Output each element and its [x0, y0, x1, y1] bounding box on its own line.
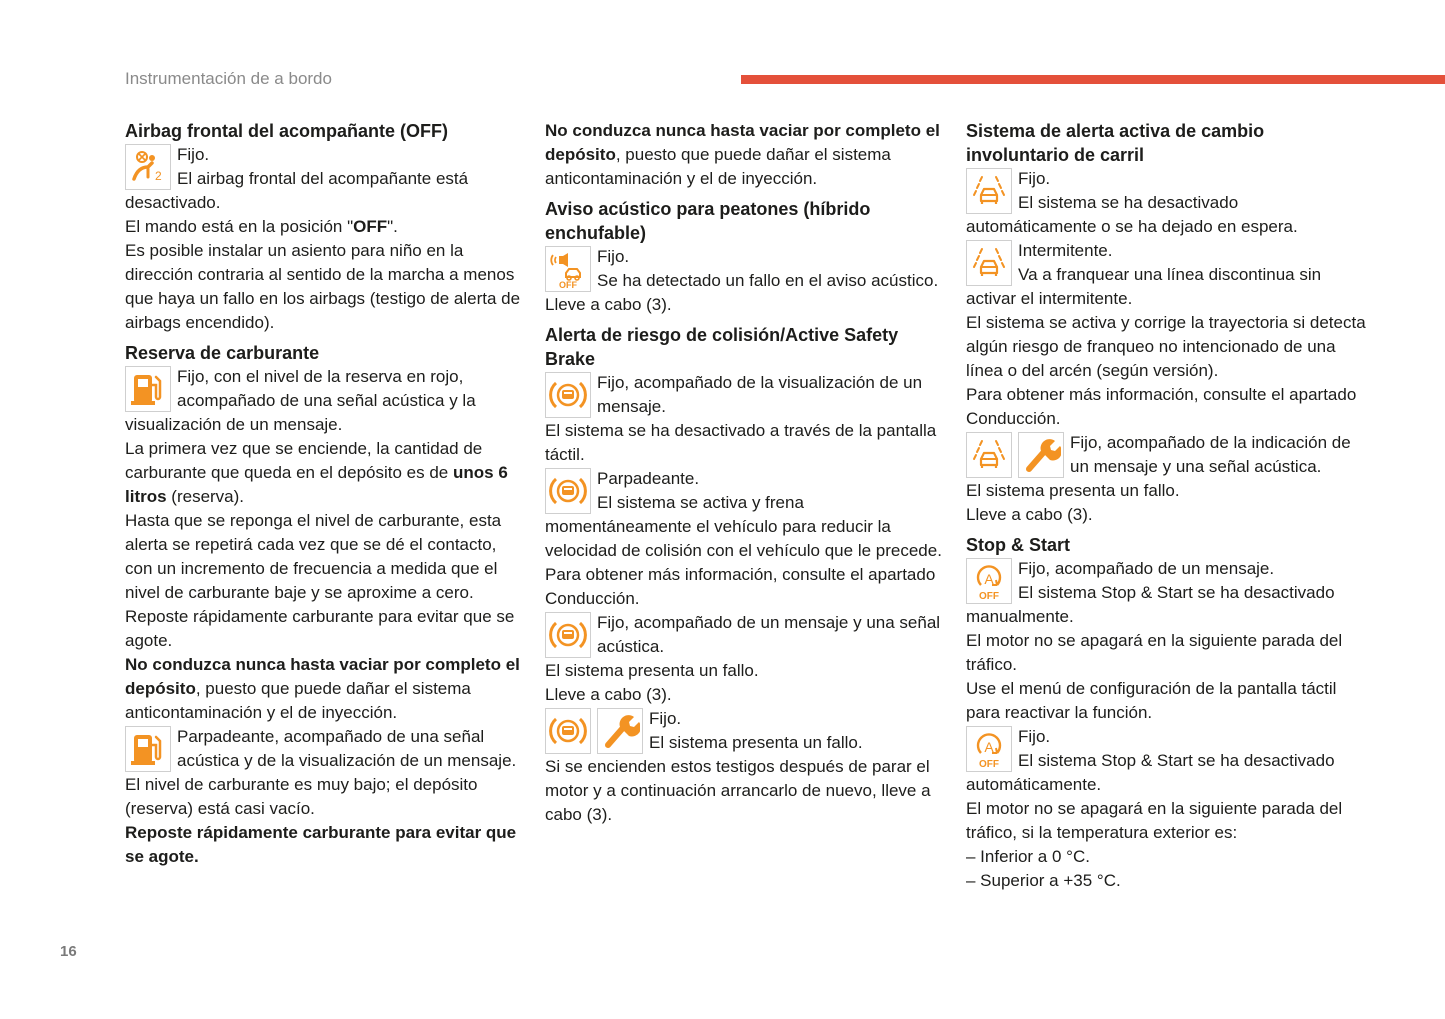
collision-alert-icon [545, 708, 591, 754]
fuel-pump-icon [125, 726, 171, 772]
section-title: Stop & Start [966, 535, 1071, 555]
wrench-icon [1018, 432, 1064, 478]
section-title: Airbag frontal del acompañante (OFF) [125, 121, 449, 141]
section-header-title: Instrumentación de a bordo [125, 69, 332, 88]
list-item: – Inferior a 0 °C. [966, 847, 1090, 866]
stop-start-off-icon [966, 558, 1012, 604]
section-collision-alert: Alerta de riesgo de colisión/Active Safety Brake Fijo, acompañado de la visualización de un mensaje. El sistema se ha desactivado a través de la pantalla táctil. Parpadeante. El sistema se activa y frena momentáneamente el vehículo para reducir la velocidad de colisión con el vehículo que le precede. Para obtener más información, consulte el apartado Conducción. Fijo, acompañado de un mensaje y una señal acústica. El sistema presenta un fallo. Lleve a cabo (3). Fijo. El sistema presenta un fallo. Si se encienden estos testigos después de parar el motor y a continuación arrancarlo de nuevo, lleve a cabo (3). [545, 323, 945, 827]
collision-alert-icon [545, 468, 591, 514]
svg-text:OFF: OFF [979, 759, 999, 769]
section-fuel-reserve: Reserva de carburante Fijo, con el nivel de la reserva en rojo, acompañado de una señal acústica y la visualización de un mensaje. La primera vez que se enciende, la cantidad de carburante que queda en el depósito es de unos 6 litros (reserva). Hasta que se reponga el nivel de carburante, esta alerta se repetirá cada vez que se dé el contacto, con un incremento de frecuencia a medida que el nivel de carburante baje y se aproxime a cero. Reposte rápidamente carburante para evitar que se agote. No conduzca nunca hasta vaciar por completo el depósito, puesto que puede dañar el sistema anticontaminación y el de inyección. Parpadeante, acompañado de una señal acústica y de la visualización de un mensaje. El nivel de carburante es muy bajo; el depósito (reserva) está casi vacío. Reposte rápidamente carburante para evitar que se agote. [125, 341, 525, 869]
wrench-icon [597, 708, 643, 754]
section-airbag: Airbag frontal del acompañante (OFF) Fijo. El airbag frontal del acompañante está desactivado. El mando está en la posición "OFF". Es posible instalar un asiento para niño en la dirección contraria al sentido de la marcha a menos que haya un fallo en los airbags (testigo de alerta de airbags encendido). [125, 119, 525, 335]
svg-text:OFF: OFF [559, 280, 577, 289]
section-title: Reserva de carburante [125, 343, 320, 363]
section-lane-departure: Sistema de alerta activa de cambio involuntario de carril Fijo. El sistema se ha desactivado automáticamente o se ha dejado en espera. Intermitente. Va a franquear una línea discontinua sin activar el intermitente. El sistema se activa y corrige la trayectoria si detecta algún riesgo de franqueo no intencionado de una línea o del arcén (según versión). Para obtener más información, consulte el apartado Conducción. Fijo, acompañado de la indicación de un mensaje y una señal acústica. El sistema presenta un fallo. Lleve a cabo (3). [966, 121, 1366, 524]
column-1 [125, 119, 525, 875]
stop-start-off-icon [966, 726, 1012, 772]
svg-text:A: A [984, 739, 994, 755]
section-title: Sistema de alerta activa de cambio involuntario de carril [966, 121, 1265, 165]
collision-alert-icon [545, 612, 591, 658]
fuel-pump-icon [125, 366, 171, 412]
section-title: Alerta de riesgo de colisión/Active Safety Brake [545, 325, 899, 369]
collision-alert-icon [545, 372, 591, 418]
passenger-airbag-off-icon [125, 144, 171, 190]
svg-text:OFF: OFF [979, 591, 999, 601]
svg-text:A: A [984, 571, 994, 587]
lane-departure-icon [966, 240, 1012, 286]
header-accent-bar [741, 75, 1445, 84]
lane-departure-icon [966, 168, 1012, 214]
page-number: 16 [60, 943, 77, 960]
section-stop-start: Stop & Start A OFF Fijo, acompañado de un mensaje. El sistema Stop & Start se ha desactivado manualmente. El motor no se apagará en la siguiente parada del tráfico. Use el menú de configuración de la pantalla táctil para reactivar la función. A OFF Fijo. El sistema Stop & Start se ha desactivado automáticamente. El motor no se apagará en la siguiente parada del tráfico, si la temperatura exterior es: – Inferior a 0 °C. – Superior a +35 °C. [966, 533, 1366, 893]
list-item: – Superior a +35 °C. [966, 871, 1121, 890]
section-title: Aviso acústico para peatones (híbrido enchufable) [545, 199, 871, 243]
column-2: No conduzca nunca hasta vaciar por completo el depósito, puesto que puede dañar el sistema anticontaminación y el de inyección. Aviso acústico para peatones (híbrido enchufable) OFF Fijo. Se ha detectado un fallo en el aviso acústico. Lleve a cabo (3). Alerta de riesgo de colisión/Active Safety Brake Fijo, acompañado de la visualización de un mensaje. El sistema se ha desactivado a través de la pantalla táctil. Parpadeante. El sistema se activa y frena momentáneamente el vehículo para reducir la velocidad de colisión con el vehículo que le precede. Para obtener más información, consulte el apartado Conducción. Fijo, acompañado de un mensaje y una señal acústica. El sistema presenta un fallo. Lleve a cabo (3). Fijo. El sistema presenta un fallo. Si se encienden estos testigos después de parar el motor y a continuación arrancarlo de nuevo, lleve a cabo (3). [545, 119, 945, 833]
lane-departure-icon [966, 432, 1012, 478]
column-3 [966, 119, 1366, 899]
section-pedestrian-alert: Aviso acústico para peatones (híbrido enchufable) OFF Fijo. Se ha detectado un fallo en el aviso acústico. Lleve a cabo (3). [545, 197, 945, 317]
pedestrian-alert-off-icon [545, 246, 591, 292]
